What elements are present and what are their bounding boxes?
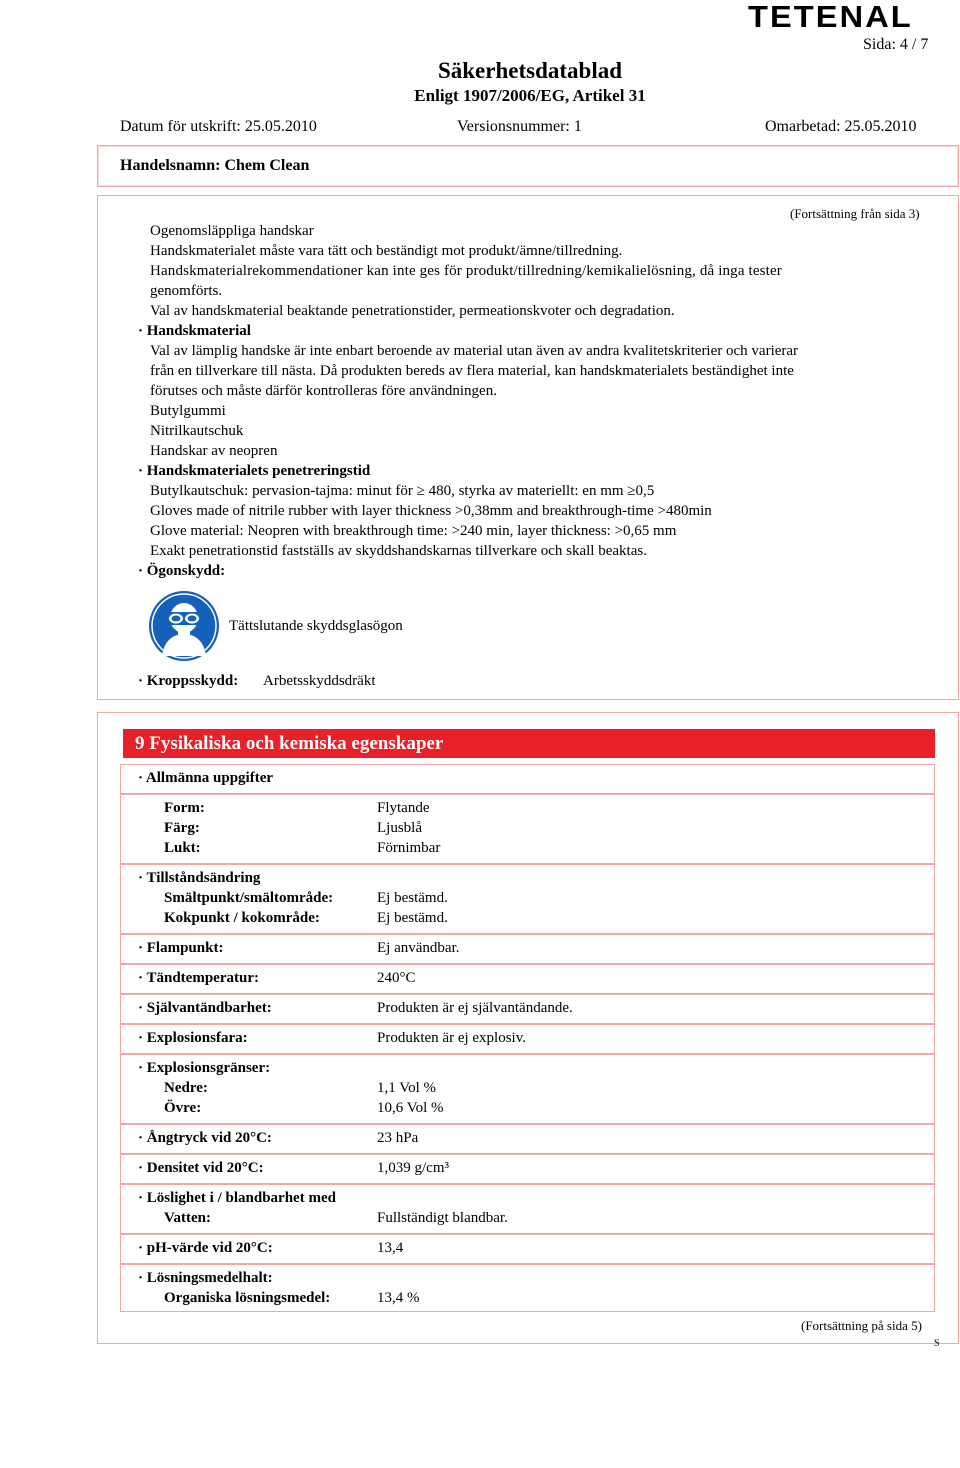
body-protection-heading: · Kroppsskydd: (138, 673, 239, 689)
appearance-box (120, 794, 935, 864)
ignition-value: 240°C (377, 970, 416, 986)
selfignition-value: Produkten är ej självantändande. (377, 1000, 573, 1016)
revised-date: Omarbetad: 25.05.2010 (765, 118, 917, 135)
document-title: Säkerhetsdatablad (437, 58, 623, 83)
trade-name: Handelsnamn: Chem Clean (120, 157, 310, 174)
body-protection-text: Arbetsskyddsdräkt (263, 673, 376, 689)
text-line: Butylgummi (150, 403, 226, 419)
explosion-limits-heading: · Explosionsgränser: (138, 1060, 271, 1076)
ph-label: · pH-värde vid 20°C: (138, 1240, 273, 1256)
flash-label: · Flampunkt: (138, 940, 224, 956)
boil-label: Kokpunkt / kokområde: (164, 910, 320, 926)
text-line: Gloves made of nitrile rubber with layer thickness >0,38mm and breakthrough-time >480min (150, 503, 712, 519)
odor-label: Lukt: (164, 840, 201, 856)
melt-label: Smältpunkt/smältområde: (164, 890, 334, 906)
penetration-heading: · Handskmaterialets penetreringstid (138, 463, 371, 479)
text-line: Handskar av neopren (150, 443, 278, 459)
solubility-heading: · Löslighet i / blandbarhet med (138, 1190, 336, 1206)
solvent-heading: · Lösningsmedelhalt: (138, 1270, 273, 1286)
text-line: Ogenomsläppliga handskar (150, 223, 314, 239)
form-value: Flytande (377, 800, 430, 816)
text-line: från en tillverkare till nästa. Då produkten bereds av flera material, kan handskmaterialets beständighet inte (150, 363, 794, 379)
flash-box (120, 934, 935, 964)
eye-protection-heading: · Ögonskydd: (138, 563, 226, 579)
text-line: Nitrilkautschuk (150, 423, 244, 439)
density-value: 1,039 g/cm³ (377, 1160, 449, 1176)
water-label: Vatten: (164, 1210, 211, 1226)
text-line: genomförts. (150, 283, 223, 299)
text-line: Handskmaterialrekommendationer kan inte ges för produkt/tillredning/kemikalielösning, då inga tester (150, 263, 782, 279)
density-label: · Densitet vid 20°C: (138, 1160, 264, 1176)
lower-limit-label: Nedre: (164, 1080, 208, 1096)
footer-mark: S (934, 1338, 940, 1349)
melt-value: Ej bestämd. (377, 890, 448, 906)
selfignition-label: · Självantändbarhet: (138, 1000, 272, 1016)
upper-limit-value: 10,6 Vol % (377, 1100, 444, 1116)
organic-solvent-value: 13,4 % (377, 1290, 420, 1306)
eye-protection-text: Tättslutande skyddsglasögon (229, 618, 403, 634)
text-line: förutses och måste därför kontrolleras före användningen. (150, 383, 497, 399)
text-line: Val av lämplig handske är inte enbart beroende av material utan även av andra kvalitetskriterier och varierar (150, 343, 799, 359)
document-subtitle: Enligt 1907/2006/EG, Artikel 31 (414, 86, 646, 105)
page-number: Sida: 4 / 7 (863, 36, 929, 53)
text-line: Butylkautschuk: pervasion-tajma: minut för ≥ 480, styrka av materiellt: en mm ≥0,5 (150, 483, 655, 499)
organic-solvent-label: Organiska lösningsmedel: (164, 1290, 331, 1306)
version-number: Versionsnummer: 1 (457, 118, 582, 135)
explosion-label: · Explosionsfara: (138, 1030, 248, 1046)
explosion-value: Produkten är ej explosiv. (377, 1030, 526, 1046)
section-9-title: 9 Fysikaliska och kemiska egenskaper (123, 729, 935, 758)
tetenal-logo: TETENAL (748, 0, 913, 34)
odor-value: Förnimbar (377, 840, 441, 856)
flash-value: Ej användbar. (377, 940, 460, 956)
boil-value: Ej bestämd. (377, 910, 448, 926)
text-line: Val av handskmaterial beaktande penetrationstider, permeationskvoter och degradation. (150, 303, 675, 319)
water-value: Fullständigt blandbar. (377, 1210, 508, 1226)
form-label: Form: (164, 800, 205, 816)
lower-limit-value: 1,1 Vol % (377, 1080, 437, 1096)
text-line: Exakt penetrationstid fastställs av skyddshandskarnas tillverkare och skall beaktas. (150, 543, 647, 559)
color-label: Färg: (164, 820, 200, 836)
safety-goggles-icon (148, 590, 220, 662)
print-date: Datum för utskrift: 25.05.2010 (120, 118, 317, 135)
general-info-heading: · Allmänna uppgifter (138, 770, 274, 786)
text-line: Handskmaterialet måste vara tätt och beständigt mot produkt/ämne/tillredning. (150, 243, 623, 259)
upper-limit-label: Övre: (164, 1100, 202, 1116)
state-change-heading: · Tillståndsändring (138, 870, 261, 886)
continued-on: (Fortsättning på sida 5) (801, 1318, 922, 1333)
ph-value: 13,4 (377, 1240, 404, 1256)
text-line: Glove material: Neopren with breakthrough time: >240 min, layer thickness: >0,65 mm (150, 523, 677, 539)
glove-material-heading: · Handskmaterial (138, 323, 251, 339)
continued-from: (Fortsättning från sida 3) (790, 206, 920, 221)
color-value: Ljusblå (377, 820, 422, 836)
vapor-value: 23 hPa (377, 1130, 419, 1146)
vapor-label: · Ångtryck vid 20°C: (138, 1130, 272, 1146)
ignition-label: · Tändtemperatur: (138, 970, 259, 986)
